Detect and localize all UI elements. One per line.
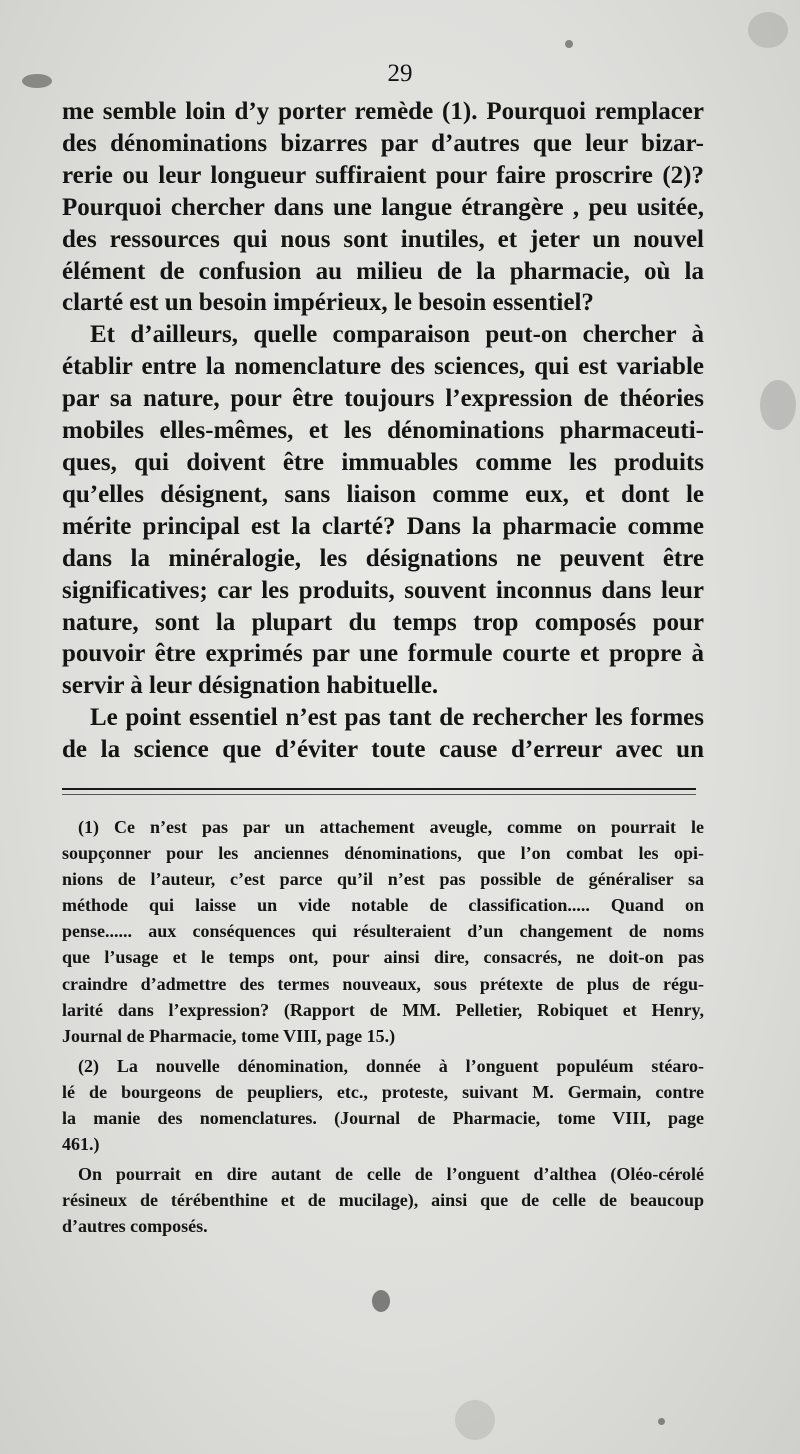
page-number: 29 [387,60,413,87]
footnote-line: larité dans l’expression? (Rapport de MM. Pelletier, Robiquet et Henry, [62,999,704,1020]
footnote-line: que l’usage et le temps ont, pour ainsi dire, consacrés, ne doit-on pas [62,947,704,968]
paragraph [62,319,704,702]
text-line: nature, sont la plupart du temps trop composés pour [62,608,704,636]
ink-speck [658,1418,665,1425]
footnote-2-continuation [62,1161,704,1239]
footnote-line: nions de l’auteur, c’est parce qu’il n’est pas possible de généraliser sa [62,869,704,890]
text-line: de la science que d’éviter toute cause d’erreur avec un [62,736,704,764]
ink-speck [565,40,573,48]
paragraph [62,96,704,319]
text-line: mobiles elles-mêmes, et les dénominations pharmaceuti- [62,417,704,445]
text-line: Et d’ailleurs, quelle comparaison peut-on chercher à [90,321,704,349]
paragraph [62,702,704,766]
text-line: des dénominations bizarres par d’autres que leur bizar- [62,129,704,157]
text-line: pouvoir être exprimés par une formule courte et propre à [62,640,704,668]
footnote-line: la manie des nomenclatures. (Journal de Pharmacie, tome VIII, page [62,1108,704,1129]
footnote-line: On pourrait en dire autant de celle de l’onguent d’althea (Oléo-cérolé [78,1164,704,1185]
text-line: des ressources qui nous sont inutiles, et jeter un nouvel [62,225,704,253]
footnote-line: (2) La nouvelle dénomination, donnée à l’onguent populéum stéaro- [78,1055,704,1076]
main-text [62,96,704,766]
text-line: rerie ou leur longueur suffiraient pour faire proscrire (2)? [62,161,704,189]
footnote-line: soupçonner pour les anciennes dénominations, que l’on combat les opi- [62,843,704,864]
ink-speck [748,12,788,48]
ink-speck [760,380,796,430]
footnote-separator-thin [62,794,696,795]
footnote-line: (1) Ce n’est pas par un attachement aveugle, comme on pourrait le [78,817,704,837]
text-line: dans la minéralogie, les désignations ne peuvent être [62,544,704,572]
footnote-line: d’autres composés. [62,1216,208,1237]
text-line: servir à leur désignation habituelle. [62,672,439,700]
text-line: mérite principal est la clarté? Dans la pharmacie comme [62,512,704,540]
footnote-2 [62,1053,704,1157]
text-line: par sa nature, pour être toujours l’expression de théories [62,385,704,413]
text-line: élément de confusion au milieu de la pharmacie, où la [62,257,704,285]
footnote-line: méthode qui laisse un vide notable de classification..... Quand on [62,895,704,916]
footnote-line: 461.) [62,1134,100,1155]
footnote-line: Journal de Pharmacie, tome VIII, page 15.) [62,1025,396,1046]
text-line: significatives; car les produits, souvent inconnus dans leur [62,576,704,604]
ink-speck [455,1400,495,1440]
footnote-line: pense...... aux conséquences qui résulteraient d’un changement de noms [62,921,704,942]
text-line: établir entre la nomenclature des sciences, qui est variable [62,353,704,381]
text-line: Pourquoi chercher dans une langue étrangère , peu usitée, [62,193,704,221]
text-line: me semble loin d’y porter remède (1). Pourquoi remplacer [62,98,704,125]
text-line: qu’elles désignent, sans liaison comme eux, et dont le [62,480,704,508]
text-line: clarté est un besoin impérieux, le besoin essentiel? [62,289,594,317]
footnotes [62,814,704,1244]
text-line: ques, qui doivent être immuables comme les produits [62,448,704,476]
footnote-line: craindre d’admettre des termes nouveaux, sous prétexte de plus de régu- [62,973,704,994]
text-line: Le point essentiel n’est pas tant de rechercher les formes [90,704,704,732]
footnote-separator [62,788,696,790]
ink-speck [372,1290,390,1312]
footnote-line: résineux de térébenthine et de mucilage), ainsi que de celle de beaucoup [62,1190,704,1211]
footnote-line: lé de bourgeons de peupliers, etc., proteste, suivant M. Germain, contre [62,1081,704,1102]
footnote-1 [62,814,704,1049]
